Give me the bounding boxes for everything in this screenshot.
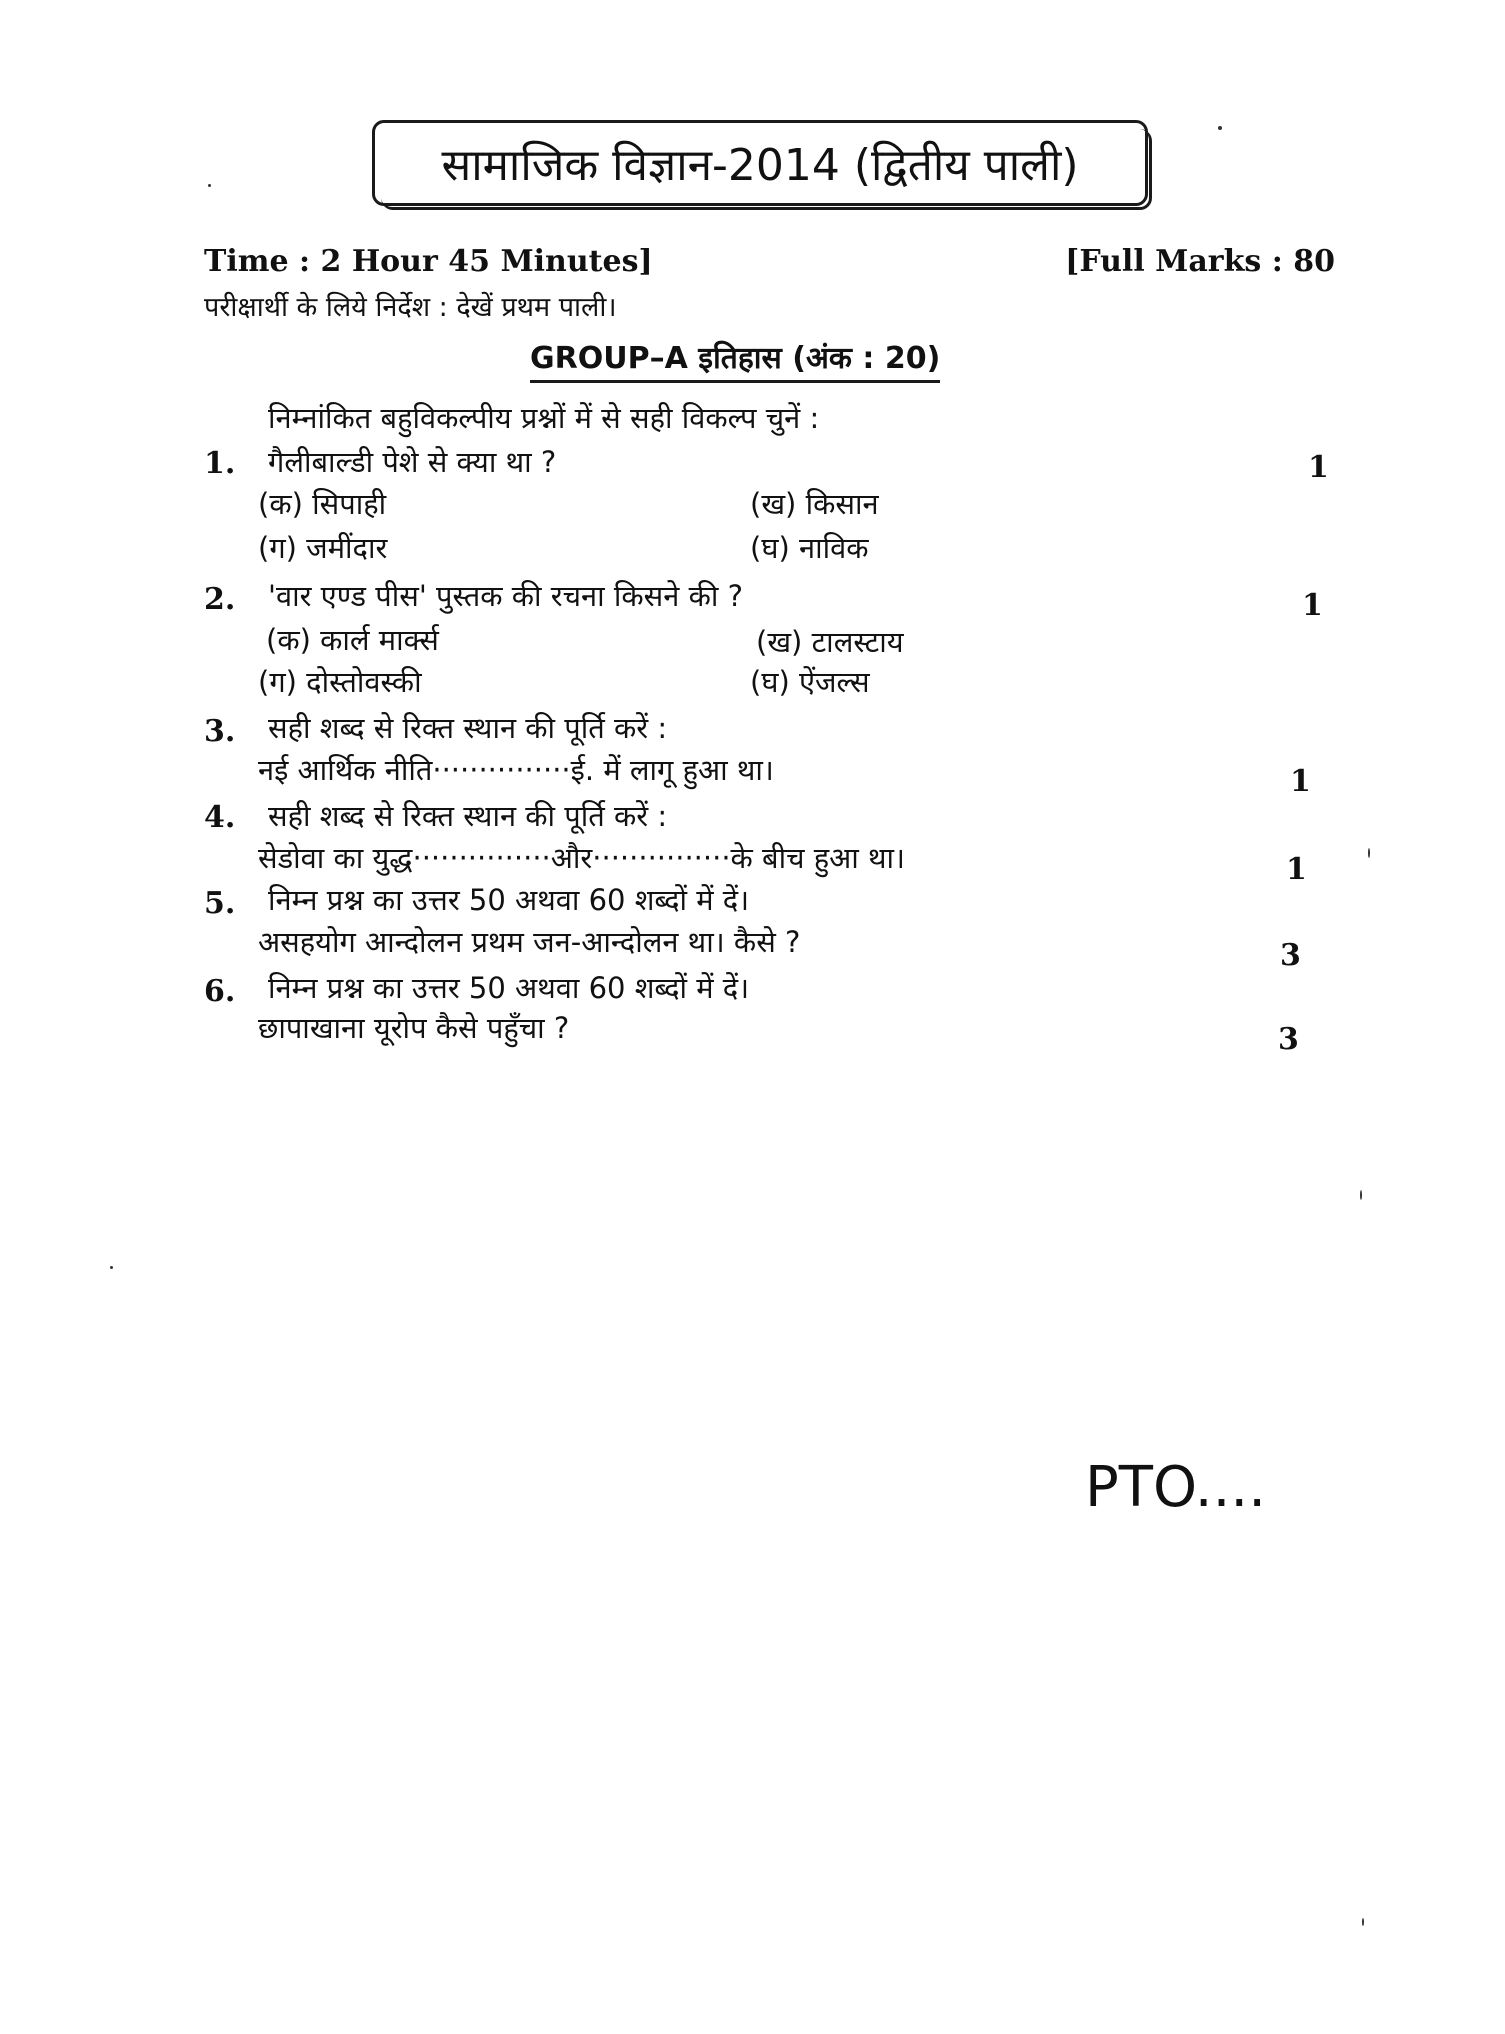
question-text: गैलीबाल्डी पेशे से क्या था ?	[268, 445, 557, 479]
question-number: 1.	[204, 446, 236, 481]
fill-blank-text: नई आर्थिक नीति···············ई. में लागू हुआ था।	[258, 753, 774, 787]
question-number: 5.	[204, 886, 236, 921]
question-marks: 1	[1290, 764, 1311, 799]
question-number: 4.	[204, 800, 236, 835]
time-allowed: Time : 2 Hour 45 Minutes]	[204, 244, 653, 279]
question-marks: 1	[1308, 450, 1329, 485]
option-a: (क) सिपाही	[258, 487, 387, 521]
group-a-instruction: निम्नांकित बहुविकल्पीय प्रश्नों में से सही विकल्प चुनें :	[268, 401, 820, 435]
question-number: 2.	[204, 582, 236, 617]
option-c: (ग) दोस्तोवस्की	[258, 665, 422, 699]
question-text: 'वार एण्ड पीस' पुस्तक की रचना किसने की ?	[268, 579, 743, 613]
option-c: (ग) जमींदार	[258, 531, 388, 565]
option-a: (क) कार्ल मार्क्स	[266, 623, 439, 657]
full-marks: [Full Marks : 80	[1065, 244, 1335, 279]
option-d: (घ) नाविक	[750, 531, 869, 565]
question-text: निम्न प्रश्न का उत्तर 50 अथवा 60 शब्दों में दें।	[268, 971, 750, 1005]
scan-speck	[1368, 848, 1370, 858]
question-text: सही शब्द से रिक्त स्थान की पूर्ति करें :	[268, 799, 668, 833]
paper-title: सामाजिक विज्ञान-2014 (द्वितीय पाली)	[372, 120, 1148, 206]
question-text: निम्न प्रश्न का उत्तर 50 अथवा 60 शब्दों में दें।	[268, 883, 750, 917]
scan-speck	[1360, 1190, 1362, 1200]
please-turn-over: PTO....	[1085, 1455, 1266, 1520]
scan-speck	[1362, 1918, 1364, 1926]
short-answer-text: असहयोग आन्दोलन प्रथम जन-आन्दोलन था। कैसे ?	[258, 925, 801, 959]
fill-blank-text: सेडोवा का युद्ध···············और···············के बीच हुआ था।	[258, 841, 906, 875]
scan-speck	[110, 1266, 113, 1269]
question-marks: 3	[1280, 938, 1301, 973]
option-b: (ख) टालस्टाय	[756, 625, 904, 659]
question-number: 6.	[204, 974, 236, 1009]
option-d: (घ) ऐंजल्स	[750, 665, 870, 699]
option-b: (ख) किसान	[750, 487, 879, 521]
examinee-instructions: परीक्षार्थी के लिये निर्देश : देखें प्रथम पाली।	[204, 292, 617, 323]
question-marks: 3	[1278, 1022, 1299, 1057]
group-a-heading: GROUP–A इतिहास (अंक : 20)	[530, 340, 940, 383]
scan-speck	[1218, 126, 1222, 130]
scan-speck	[208, 184, 211, 187]
question-marks: 1	[1286, 852, 1307, 887]
question-text: सही शब्द से रिक्त स्थान की पूर्ति करें :	[268, 711, 668, 745]
question-marks: 1	[1302, 588, 1323, 623]
question-number: 3.	[204, 714, 236, 749]
short-answer-text: छापाखाना यूरोप कैसे पहुँचा ?	[258, 1011, 570, 1045]
